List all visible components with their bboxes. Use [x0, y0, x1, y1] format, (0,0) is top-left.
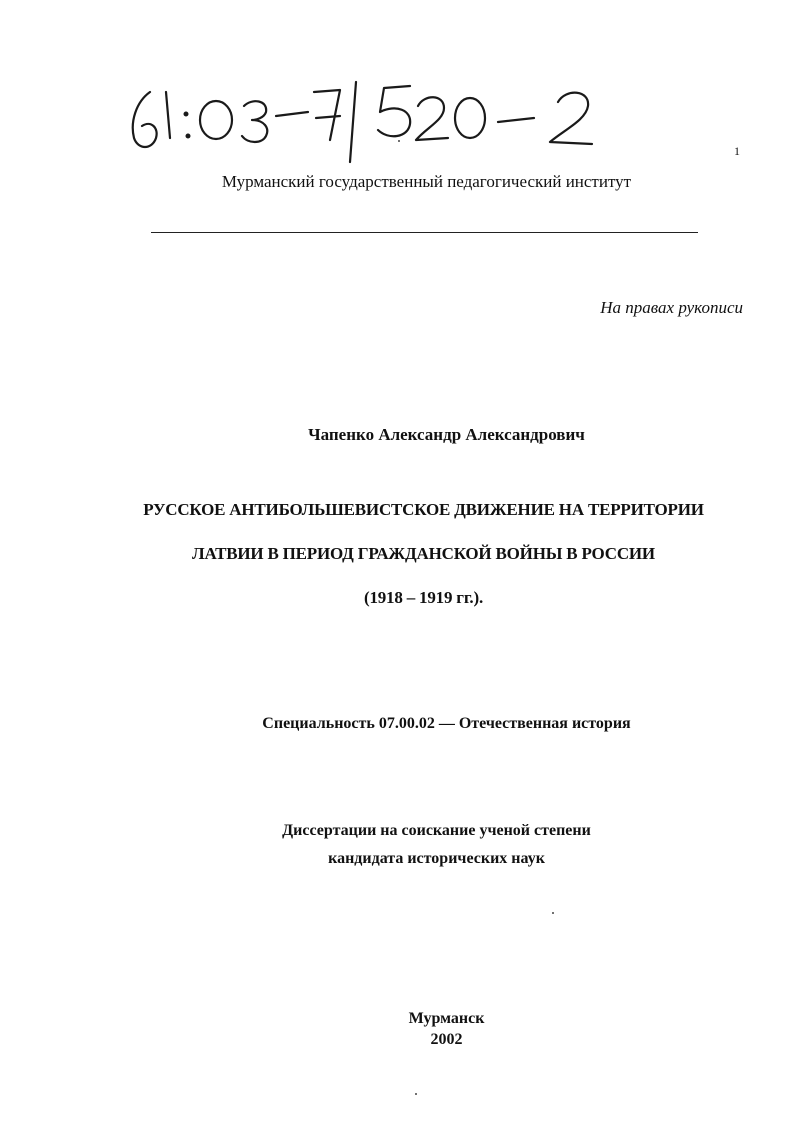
author-name: Чапенко Александр Александрович: [308, 425, 585, 444]
scan-speck: [552, 912, 554, 914]
specialty-line: Специальность 07.00.02 — Отечественная история: [262, 715, 631, 732]
page-number: 1: [734, 144, 740, 158]
title-line-2: ЛАТВИИ В ПЕРИОД ГРАЖДАНСКОЙ ВОЙНЫ В РОССИИ: [192, 544, 655, 563]
degree-line-2: кандидата исторических наук: [328, 850, 545, 867]
header-divider: [151, 232, 698, 233]
title-years: (1918 – 1919 гг.).: [364, 588, 483, 607]
city: Мурманск: [408, 1010, 485, 1027]
institute-name: Мурманский государственный педагогический институт: [221, 172, 632, 191]
scan-speck: [398, 140, 400, 142]
year: 2002: [430, 1031, 463, 1048]
title-line-1: РУССКОЕ АНТИБОЛЬШЕВИСТСКОЕ ДВИЖЕНИЕ НА ТЕРРИТОРИИ: [143, 500, 704, 519]
degree-line-1: Диссертации на соискание ученой степени: [282, 822, 591, 839]
rights-note: На правах рукописи: [600, 298, 743, 317]
scan-speck: [415, 1093, 417, 1095]
handwritten-catalog-number: [118, 78, 638, 168]
